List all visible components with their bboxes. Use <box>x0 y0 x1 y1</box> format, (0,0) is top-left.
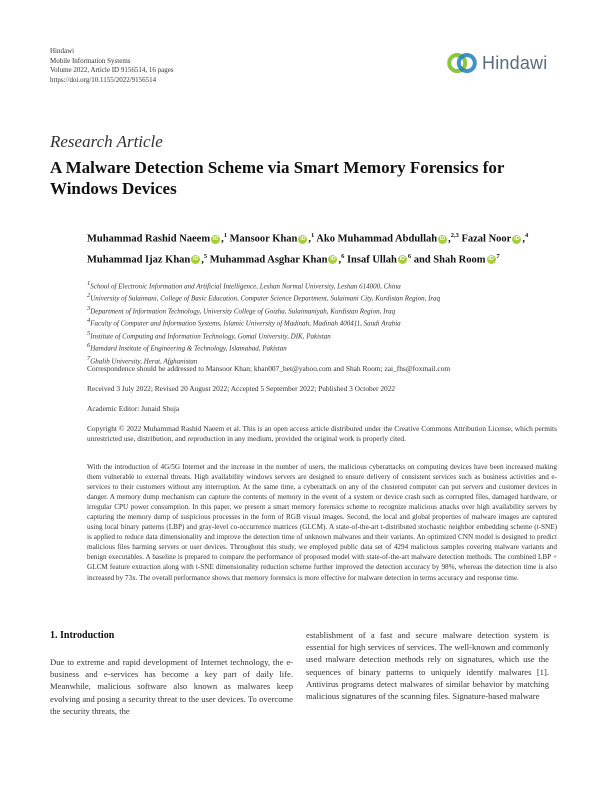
affiliation-text: Institute of Computing and Information Technology, Gomal University, DIK, Pakistan <box>90 332 331 341</box>
author-affiliation-mark: 1 <box>223 232 227 239</box>
orcid-icon[interactable]: iD <box>488 256 494 263</box>
hindawi-logo-icon <box>446 47 478 79</box>
affiliation-number: 2 <box>87 292 91 300</box>
journal-name: Mobile Information Systems <box>50 56 131 65</box>
orcid-icon[interactable]: iD <box>514 235 520 242</box>
affiliation-item <box>87 316 557 328</box>
copyright: Copyright © 2022 Muhammad Rashid Naeem et al. This is an open access article distributed under the Creative Commons Attribution License, which permits unrestricted use, distribution, and reproduction in any medium, provided the original work is properly cited. <box>87 424 557 443</box>
author-affiliation-mark: 2,3 <box>450 232 459 239</box>
affiliation-item <box>87 329 557 341</box>
orcid-icon[interactable]: iD <box>300 235 306 242</box>
affiliation-number: 5 <box>87 329 91 337</box>
intro-right-column: establishment of a fast and secure malware detection system is essential for high services of services. The well-known and commonly used malware detection methods rely on signatures, which use the sequences of binary patterns to uniquely identify malwares [1]. Antivirus programs detect malwares of similar behavior by matching malicious signatures of the scanning files. Signature-based malware <box>306 630 549 702</box>
author-name[interactable]: Muhammad Ijaz Khan <box>87 254 191 265</box>
affiliation-text: Ghalib University, Herat, Afghanistan <box>90 356 198 365</box>
orcid-icon[interactable]: iD <box>193 256 199 263</box>
affiliation-number: 7 <box>87 354 91 362</box>
orcid-icon[interactable]: iD <box>399 256 406 263</box>
author-conjunction: and <box>413 254 434 265</box>
hindawi-logo <box>446 45 556 81</box>
article-title: A Malware Detection Scheme via Smart Memory Forensics for Windows Devices <box>50 158 505 198</box>
author-affiliation-mark: 6 <box>341 252 345 260</box>
correspondence: Correspondence should be addressed to Mansoor Khan; khan007_bet@yahoo.com and Shah Room; zai_fhs@foxmail.com <box>87 364 451 373</box>
intro-left-column: Due to extreme and rapid development of Internet technology, the e-business and e-services has become a key part of daily life. Meanwhile, malicious software also known as malwares keep evolving and posing a security threat to the user devices. To overcome the security threats, the <box>50 657 293 716</box>
affiliation-list <box>87 279 557 366</box>
doi-link[interactable]: https://doi.org/10.1155/2022/9156514 <box>50 75 157 84</box>
academic-editor: Academic Editor: Junaid Shuja <box>87 404 180 413</box>
author-affiliation-mark: 4 <box>524 232 529 239</box>
logo-text: Hindawi <box>482 52 548 73</box>
author-affiliation-mark: 1 <box>311 232 315 239</box>
affiliation-number: 4 <box>87 317 91 325</box>
orcid-icon[interactable]: iD <box>212 235 219 242</box>
author-name[interactable]: Muhammad Rashid Naeem <box>87 233 211 245</box>
dates: Received 3 July 2022; Revised 20 August 2022; Accepted 5 September 2022; Published 3 October 2022 <box>87 384 396 393</box>
author-affiliation-mark: 6 <box>407 252 412 260</box>
author-name[interactable]: Ako Muhammad Abdullah <box>316 233 438 245</box>
author-affiliation-mark: 5 <box>203 252 208 260</box>
volume-line: Volume 2022, Article ID 9156514, 16 pages <box>50 66 174 75</box>
affiliation-item <box>87 291 557 303</box>
affiliation-number: 1 <box>87 280 91 287</box>
author-affiliation-mark: 7 <box>496 252 500 260</box>
affiliation-text: University of Sulaimani, College of Basic Education, Computer Science Department, Sulaimani City, Kurdistan Region, Iraq <box>90 294 441 303</box>
author-name[interactable]: Insaf Ullah <box>346 254 397 265</box>
affiliation-item <box>87 341 557 353</box>
article-type: Research Article <box>50 132 163 151</box>
affiliation-item <box>87 304 557 316</box>
author-name[interactable]: Muhammad Asghar Khan <box>209 254 328 265</box>
author-name[interactable]: Fazal Noor <box>461 233 512 245</box>
section-heading: 1. Introduction <box>50 630 115 641</box>
affiliation-text: Faculty of Computer and Information Systems, Islamic University of Madinah, Madinah 400411, Saudi Arabia <box>90 319 401 328</box>
affiliation-number: 3 <box>87 304 91 312</box>
journal-info <box>50 47 174 85</box>
orcid-icon[interactable]: iD <box>439 235 446 242</box>
affiliation-number: 6 <box>87 342 91 350</box>
affiliation-item <box>87 279 557 291</box>
author-name[interactable]: Shah Room <box>433 254 486 265</box>
publisher: Hindawi <box>50 47 75 55</box>
affiliation-text: School of Electronic Information and Artificial Intelligence, Leshan Normal University, Leshan 614000, China <box>90 282 401 291</box>
author-name[interactable]: Mansoor Khan <box>229 233 298 245</box>
orcid-icon[interactable]: iD <box>330 256 336 263</box>
affiliation-text: Department of Information Technology, University College of Goizha, Sulaimaniyah, Kurdistan Region, Iraq <box>90 307 396 316</box>
affiliation-text: Hamdard Institute of Engineering & Technology, Islamabad, Pakistan <box>90 344 287 353</box>
abstract: With the introduction of 4G/5G Internet and the increase in the number of users, the malicious cyberattacks on computing devices have been increased making them vulnerable to external threats. High availability windows servers are designed to ensure delivery of consistent services such as business activities and e-services to their customers without any interruption. At the same time, a cyberattack on any of the clustered computer can put servers and customer devices in danger. A memory dump mechanism can capture the contents of memory in the event of a system or device crash such as corrupted files, damaged hardware, or irregular CPU power consumption. In this paper, we present a smart memory forensics scheme to recognize malicious attacks over high availability servers by capturing the memory dump of suspicious processes in the form of RGB visual images. Second, the local and global properties of malware images are captured using local binary patterns (LBP) and gray-level co-occurrence matrices (GLCM). A state-of-the-art t-distributed stochastic neighbor embedding scheme (t-SNE) is applied to reduce data dimensionality and improve the detection time of unknown malwares and their variants. An optimized CNN model is designed to predict malicious files harming servers or user devices. Throughout this study, we employed public data set of 4294 malicious samples covering malware variants and benign executables. A baseline is prepared to compare the performance of proposed model with state-of-the-art malware detection methods. The combined LBP + GLCM feature extraction along with t-SNE dimensionality reduction scheme further improved the detection accuracy by 98%, whereas the detection time is also increased by 73x. The overall performance shows that memory forensics is more effective for malware detection in terms accuracy and response time. <box>87 463 557 582</box>
author-list: Muhammad Rashid Naeem iD ,$^1$ Mansoor Khan iD ,$^1$ Ako Muhammad Abdullah iD ,$^{2,3}$ Fazal Noor iD ,$^4$ Muhammad Ijaz Khan iD ,$^5$ Muhammad Asghar Khan iD ,$^6$ Insaf Ullah iD $^6$ and Shah Room iD $^7$ <box>87 232 529 265</box>
